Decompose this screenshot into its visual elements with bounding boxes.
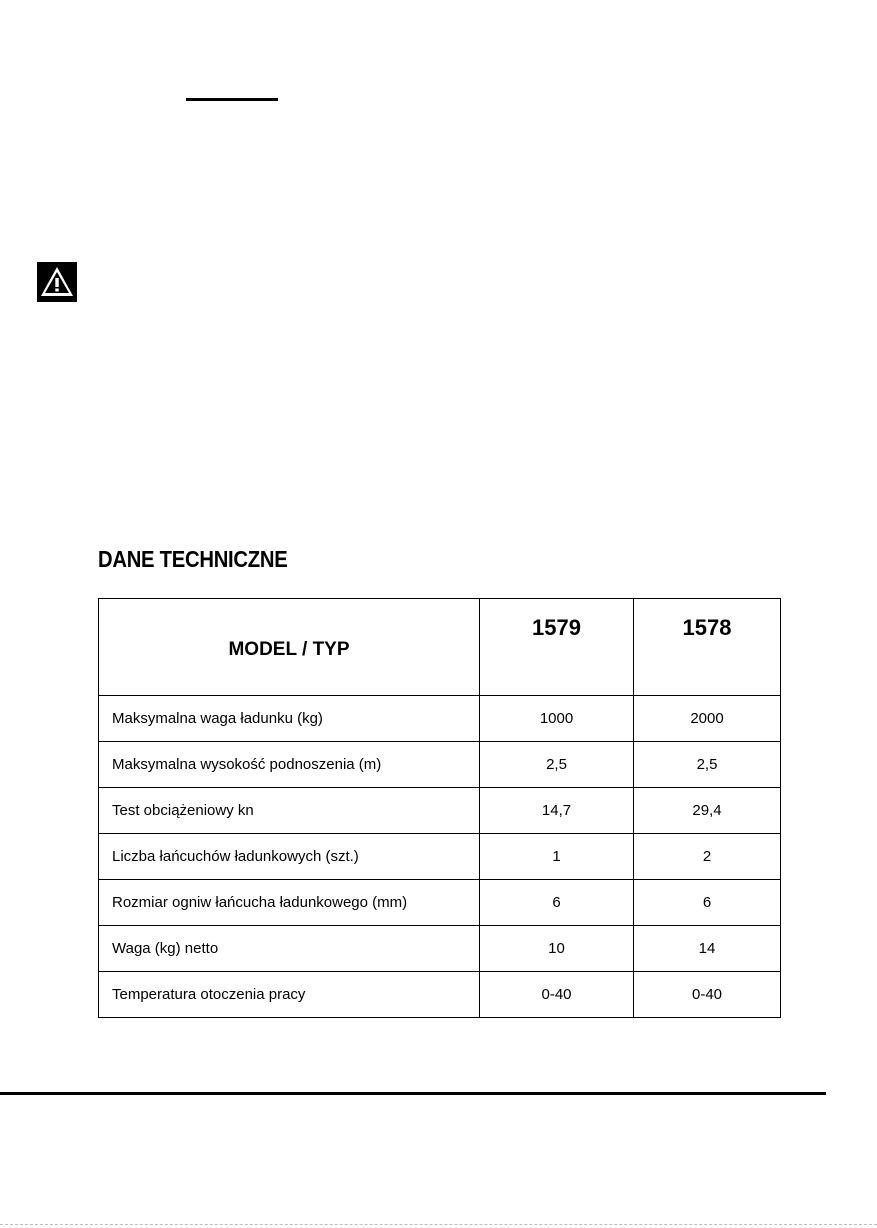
row-value-1578: 2000 bbox=[634, 696, 781, 742]
row-value-1578: 2,5 bbox=[634, 742, 781, 788]
table-row bbox=[99, 972, 781, 1018]
table-row bbox=[99, 880, 781, 926]
table-row bbox=[99, 788, 781, 834]
top-underline-rule bbox=[186, 98, 278, 101]
table-row bbox=[99, 742, 781, 788]
row-value-1579: 1 bbox=[480, 834, 634, 880]
row-label: Temperatura otoczenia pracy bbox=[99, 972, 480, 1018]
row-value-1579: 2,5 bbox=[480, 742, 634, 788]
row-value-1578: 14 bbox=[634, 926, 781, 972]
table-row bbox=[99, 926, 781, 972]
row-value-1578: 0-40 bbox=[634, 972, 781, 1018]
row-label: Rozmiar ogniw łańcucha ładunkowego (mm) bbox=[99, 880, 480, 926]
row-value-1579: 1000 bbox=[480, 696, 634, 742]
technical-data-table bbox=[98, 598, 781, 1018]
row-value-1578: 2 bbox=[634, 834, 781, 880]
row-value-1578: 6 bbox=[634, 880, 781, 926]
bottom-rule bbox=[0, 1092, 826, 1095]
row-value-1578: 29,4 bbox=[634, 788, 781, 834]
row-value-1579: 10 bbox=[480, 926, 634, 972]
header-model-1579: 1579 bbox=[480, 599, 634, 696]
warning-triangle-icon bbox=[37, 262, 77, 302]
header-model-type: MODEL / TYP bbox=[99, 599, 480, 696]
row-label: Maksymalna waga ładunku (kg) bbox=[99, 696, 480, 742]
header-model-1578: 1578 bbox=[634, 599, 781, 696]
row-label: Maksymalna wysokość podnoszenia (m) bbox=[99, 742, 480, 788]
row-value-1579: 0-40 bbox=[480, 972, 634, 1018]
row-label: Waga (kg) netto bbox=[99, 926, 480, 972]
row-label: Test obciążeniowy kn bbox=[99, 788, 480, 834]
table-row bbox=[99, 696, 781, 742]
row-value-1579: 14,7 bbox=[480, 788, 634, 834]
section-title: DANE TECHNICZNE bbox=[98, 546, 288, 572]
table-row bbox=[99, 834, 781, 880]
table-header-row bbox=[99, 599, 781, 696]
row-label: Liczba łańcuchów ładunkowych (szt.) bbox=[99, 834, 480, 880]
page-edge-dotted-line bbox=[0, 1224, 877, 1225]
row-value-1579: 6 bbox=[480, 880, 634, 926]
